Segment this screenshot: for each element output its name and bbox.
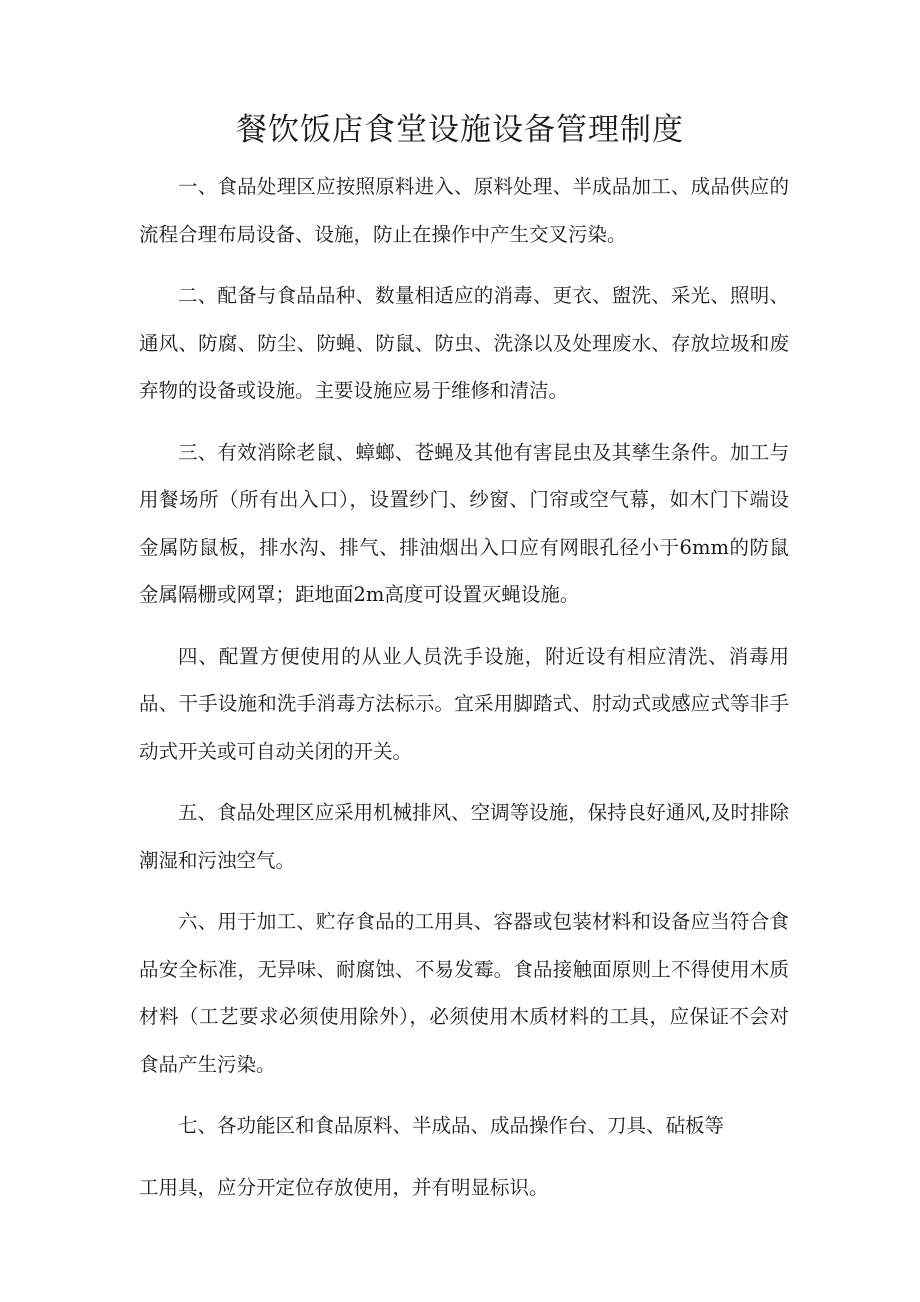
document-title: 餐饮饭店食堂设施设备管理制度 — [236, 112, 684, 148]
paragraph-2: 二、配备与食品品种、数量相适应的消毒、更衣、盥洗、采光、照明、通风、防腐、防尘、防蝇、防鼠、防虫、洗涤以及处理废水、存放垃圾和废弃物的设备或设施。主要设施应易于维修和清洁。 — [139, 284, 789, 402]
paragraph-7 — [139, 1102, 789, 1211]
document-body — [139, 163, 789, 1225]
paragraph-4: 四、配置方便使用的从业人员洗手设施，附近设有相应清洗、消毒用品、干手设施和洗手消毒方法标示。宜采用脚踏式、肘动式或感应式等非手动式开关或可自动关闭的开关。 — [139, 644, 789, 763]
paragraph-7-line-2: 工用具，应分开定位存放使用，并有明显标识。 — [139, 1175, 549, 1199]
paragraph-1: 一、食品处理区应按照原料进入、原料处理、半成品加工、成品供应的流程合理布局设备、设施，防止在操作中产生交叉污染。 — [139, 175, 789, 246]
paragraph-5: 五、食品处理区应采用机械排风、空调等设施，保持良好通风,及时排除潮湿和污浊空气。 — [139, 801, 789, 872]
paragraph-3: 三、有效消除老鼠、蟑螂、苍蝇及其他有害昆虫及其孳生条件。加工与用餐场所（所有出入口），设置纱门、纱窗、门帘或空气幕，如木门下端设金属防鼠板，排水沟、排气、排油烟出入口应有网眼孔径小于6mm的防鼠金属隔栅或网罩；距地面2m高度可设置灭蝇设施。 — [139, 440, 789, 606]
paragraph-7-line-1: 七、各功能区和食品原料、半成品、成品操作台、刀具、砧板等 — [178, 1114, 725, 1137]
paragraph-6: 六、用于加工、贮存食品的工用具、容器或包装材料和设备应当符合食品安全标准，无异味、耐腐蚀、不易发霉。食品接触面原则上不得使用木质材料（工艺要求必须使用除外），必须使用木质材料的工具，应保证不会对食品产生污染。 — [139, 910, 789, 1076]
